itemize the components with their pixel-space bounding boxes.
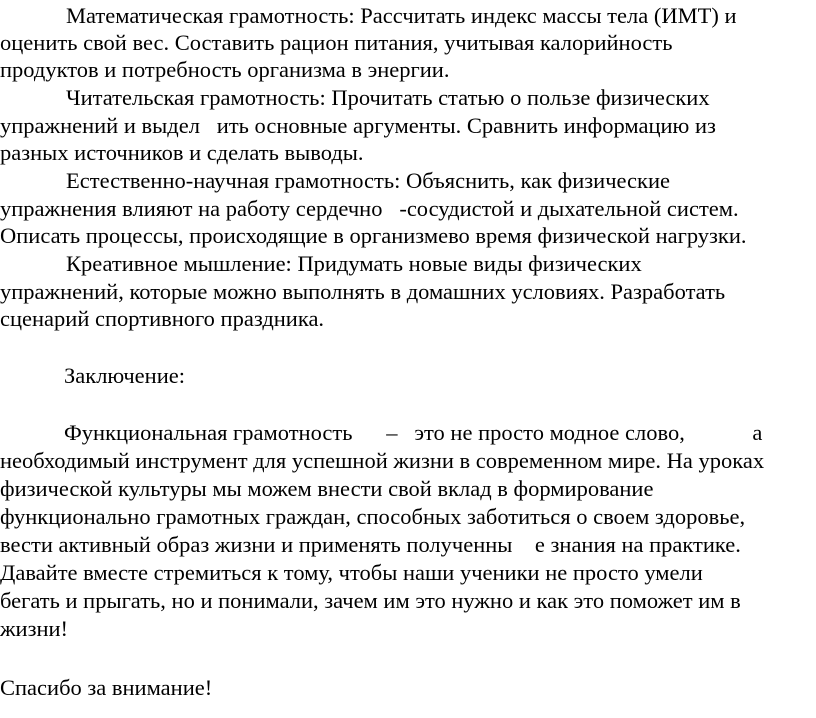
creative-thinking-line-3: сценарий спортивного праздника. — [0, 306, 325, 331]
conclusion-line-7: бегать и прыгать, но и понимали, зачем им это нужно и как это поможет им в — [0, 588, 741, 613]
literacy-reading-line-2: упражнений и выдел ить основные аргументы. Сравнить информацию из — [0, 113, 716, 138]
conclusion-line-3: физической культуры мы можем внести свой вклад в формирование — [0, 476, 654, 501]
literacy-science-line-1: Естественно-научная грамотность: Объяснить, как физические — [66, 168, 671, 193]
literacy-reading-line-3: разных источников и сделать выводы. — [0, 140, 364, 165]
closing-thanks: Спасибо за внимание! — [0, 675, 213, 700]
conclusion-line-5: вести активный образ жизни и применять полученны е знания на практике. — [0, 532, 741, 557]
creative-thinking-line-1: Креативное мышление: Придумать новые виды физических — [66, 251, 642, 276]
conclusion-heading: Заключение: — [64, 363, 185, 388]
literacy-math-line-3: продуктов и потребность организма в энергии. — [0, 57, 450, 82]
conclusion-line-2: необходимый инструмент для успешной жизни в современном мире. На уроках — [0, 448, 765, 473]
literacy-math-line-1: Математическая грамотность: Рассчитать индекс массы тела (ИМТ) и — [66, 3, 737, 28]
conclusion-line-6: Давайте вместе стремиться к тому, чтобы наши ученики не просто умели — [0, 560, 703, 585]
creative-thinking-line-2: упражнений, которые можно выполнять в домашних условиях. Разработать — [0, 279, 726, 304]
literacy-reading-line-1: Читательская грамотность: Прочитать статью о пользе физических — [66, 85, 710, 110]
conclusion-line-8: жизни! — [0, 616, 69, 641]
literacy-math-line-2: оценить свой вес. Составить рацион питания, учитывая калорийность — [0, 30, 673, 55]
conclusion-line-1: Функциональная грамотность – это не просто модное слово, а — [64, 420, 763, 445]
literacy-science-line-2: упражнения влияют на работу сердечно -сосудистой и дыхательной систем. — [0, 196, 739, 221]
literacy-science-line-3: Описать процессы, происходящие в организмево время физической нагрузки. — [0, 223, 747, 248]
conclusion-line-4: функционально грамотных граждан, способных заботиться о своем здоровье, — [0, 504, 746, 529]
